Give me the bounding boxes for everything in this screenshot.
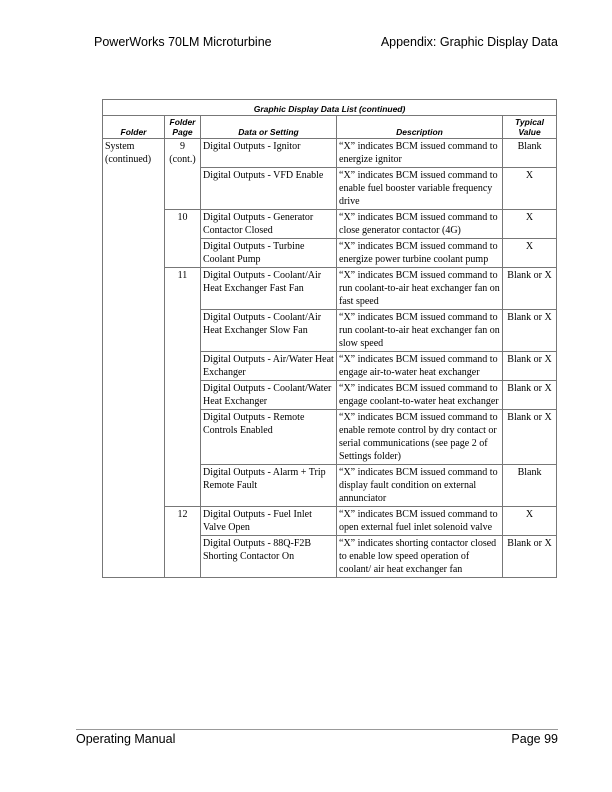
- page-number: Page 99: [511, 732, 558, 746]
- column-header-folder-page: Folder Page: [165, 116, 201, 139]
- folder-page-cell: 9 (cont.): [165, 139, 201, 210]
- data-cell: Digital Outputs - Coolant/Water Heat Exchanger: [201, 381, 337, 410]
- data-cell: Digital Outputs - Generator Contactor Closed: [201, 210, 337, 239]
- folder-page-cell: 11: [165, 268, 201, 507]
- data-cell: Digital Outputs - Alarm + Trip Remote Fault: [201, 465, 337, 507]
- data-cell: Digital Outputs - Turbine Coolant Pump: [201, 239, 337, 268]
- typical-value-cell: Blank: [503, 465, 557, 507]
- data-cell: Digital Outputs - Coolant/Air Heat Exchanger Slow Fan: [201, 310, 337, 352]
- typical-value-cell: X: [503, 239, 557, 268]
- data-cell: Digital Outputs - Air/Water Heat Exchanger: [201, 352, 337, 381]
- column-header-row: [103, 116, 557, 139]
- typical-value-cell: X: [503, 210, 557, 239]
- description-cell: “X” indicates BCM issued command to enable fuel booster variable frequency drive: [337, 168, 503, 210]
- description-cell: “X” indicates BCM issued command to display fault condition on external annunciator: [337, 465, 503, 507]
- table-row: [103, 210, 557, 239]
- data-cell: Digital Outputs - Fuel Inlet Valve Open: [201, 507, 337, 536]
- typical-value-cell: Blank or X: [503, 410, 557, 465]
- typical-value-cell: Blank or X: [503, 268, 557, 310]
- column-header-description: Description: [337, 116, 503, 139]
- description-cell: “X” indicates BCM issued command to close generator contactor (4G): [337, 210, 503, 239]
- running-header-section: Appendix: Graphic Display Data: [380, 35, 558, 49]
- description-cell: “X” indicates BCM issued command to energize power turbine coolant pump: [337, 239, 503, 268]
- typical-value-cell: Blank or X: [503, 381, 557, 410]
- description-cell: “X” indicates BCM issued command to run coolant-to-air heat exchanger fan on fast speed: [337, 268, 503, 310]
- column-header-typical-value: Typical Value: [503, 116, 557, 139]
- column-header-data: Data or Setting: [201, 116, 337, 139]
- folder-page-cell: 12: [165, 507, 201, 578]
- folder-cell: System (continued): [103, 139, 165, 578]
- table-title: Graphic Display Data List (continued): [103, 100, 557, 116]
- data-cell: Digital Outputs - Ignitor: [201, 139, 337, 168]
- typical-value-cell: Blank or X: [503, 310, 557, 352]
- description-cell: “X” indicates BCM issued command to enable remote control by dry contact or serial communications (see page 2 of Settings folder): [337, 410, 503, 465]
- graphic-display-data-table: [102, 99, 557, 578]
- description-cell: “X” indicates BCM issued command to run coolant-to-air heat exchanger fan on slow speed: [337, 310, 503, 352]
- table-row: [103, 139, 557, 168]
- description-cell: “X” indicates BCM issued command to energize ignitor: [337, 139, 503, 168]
- typical-value-cell: Blank or X: [503, 536, 557, 578]
- column-header-folder: Folder: [103, 116, 165, 139]
- description-cell: “X” indicates BCM issued command to engage air-to-water heat exchanger: [337, 352, 503, 381]
- data-cell: Digital Outputs - 88Q-F2B Shorting Contactor On: [201, 536, 337, 578]
- table-row: [103, 507, 557, 536]
- table-row: [103, 268, 557, 310]
- data-cell: Digital Outputs - Coolant/Air Heat Exchanger Fast Fan: [201, 268, 337, 310]
- typical-value-cell: X: [503, 168, 557, 210]
- description-cell: “X” indicates shorting contactor closed to enable low speed operation of coolant/ air heat exchanger fan: [337, 536, 503, 578]
- typical-value-cell: Blank: [503, 139, 557, 168]
- data-cell: Digital Outputs - VFD Enable: [201, 168, 337, 210]
- folder-page-cell: 10: [165, 210, 201, 268]
- typical-value-cell: Blank or X: [503, 352, 557, 381]
- running-footer-title: Operating Manual: [76, 732, 176, 746]
- footer-divider: [76, 729, 558, 730]
- description-cell: “X” indicates BCM issued command to open external fuel inlet solenoid valve: [337, 507, 503, 536]
- typical-value-cell: X: [503, 507, 557, 536]
- description-cell: “X” indicates BCM issued command to engage coolant-to-water heat exchanger: [337, 381, 503, 410]
- data-cell: Digital Outputs - Remote Controls Enabled: [201, 410, 337, 465]
- running-header-title: PowerWorks 70LM Microturbine: [94, 35, 272, 49]
